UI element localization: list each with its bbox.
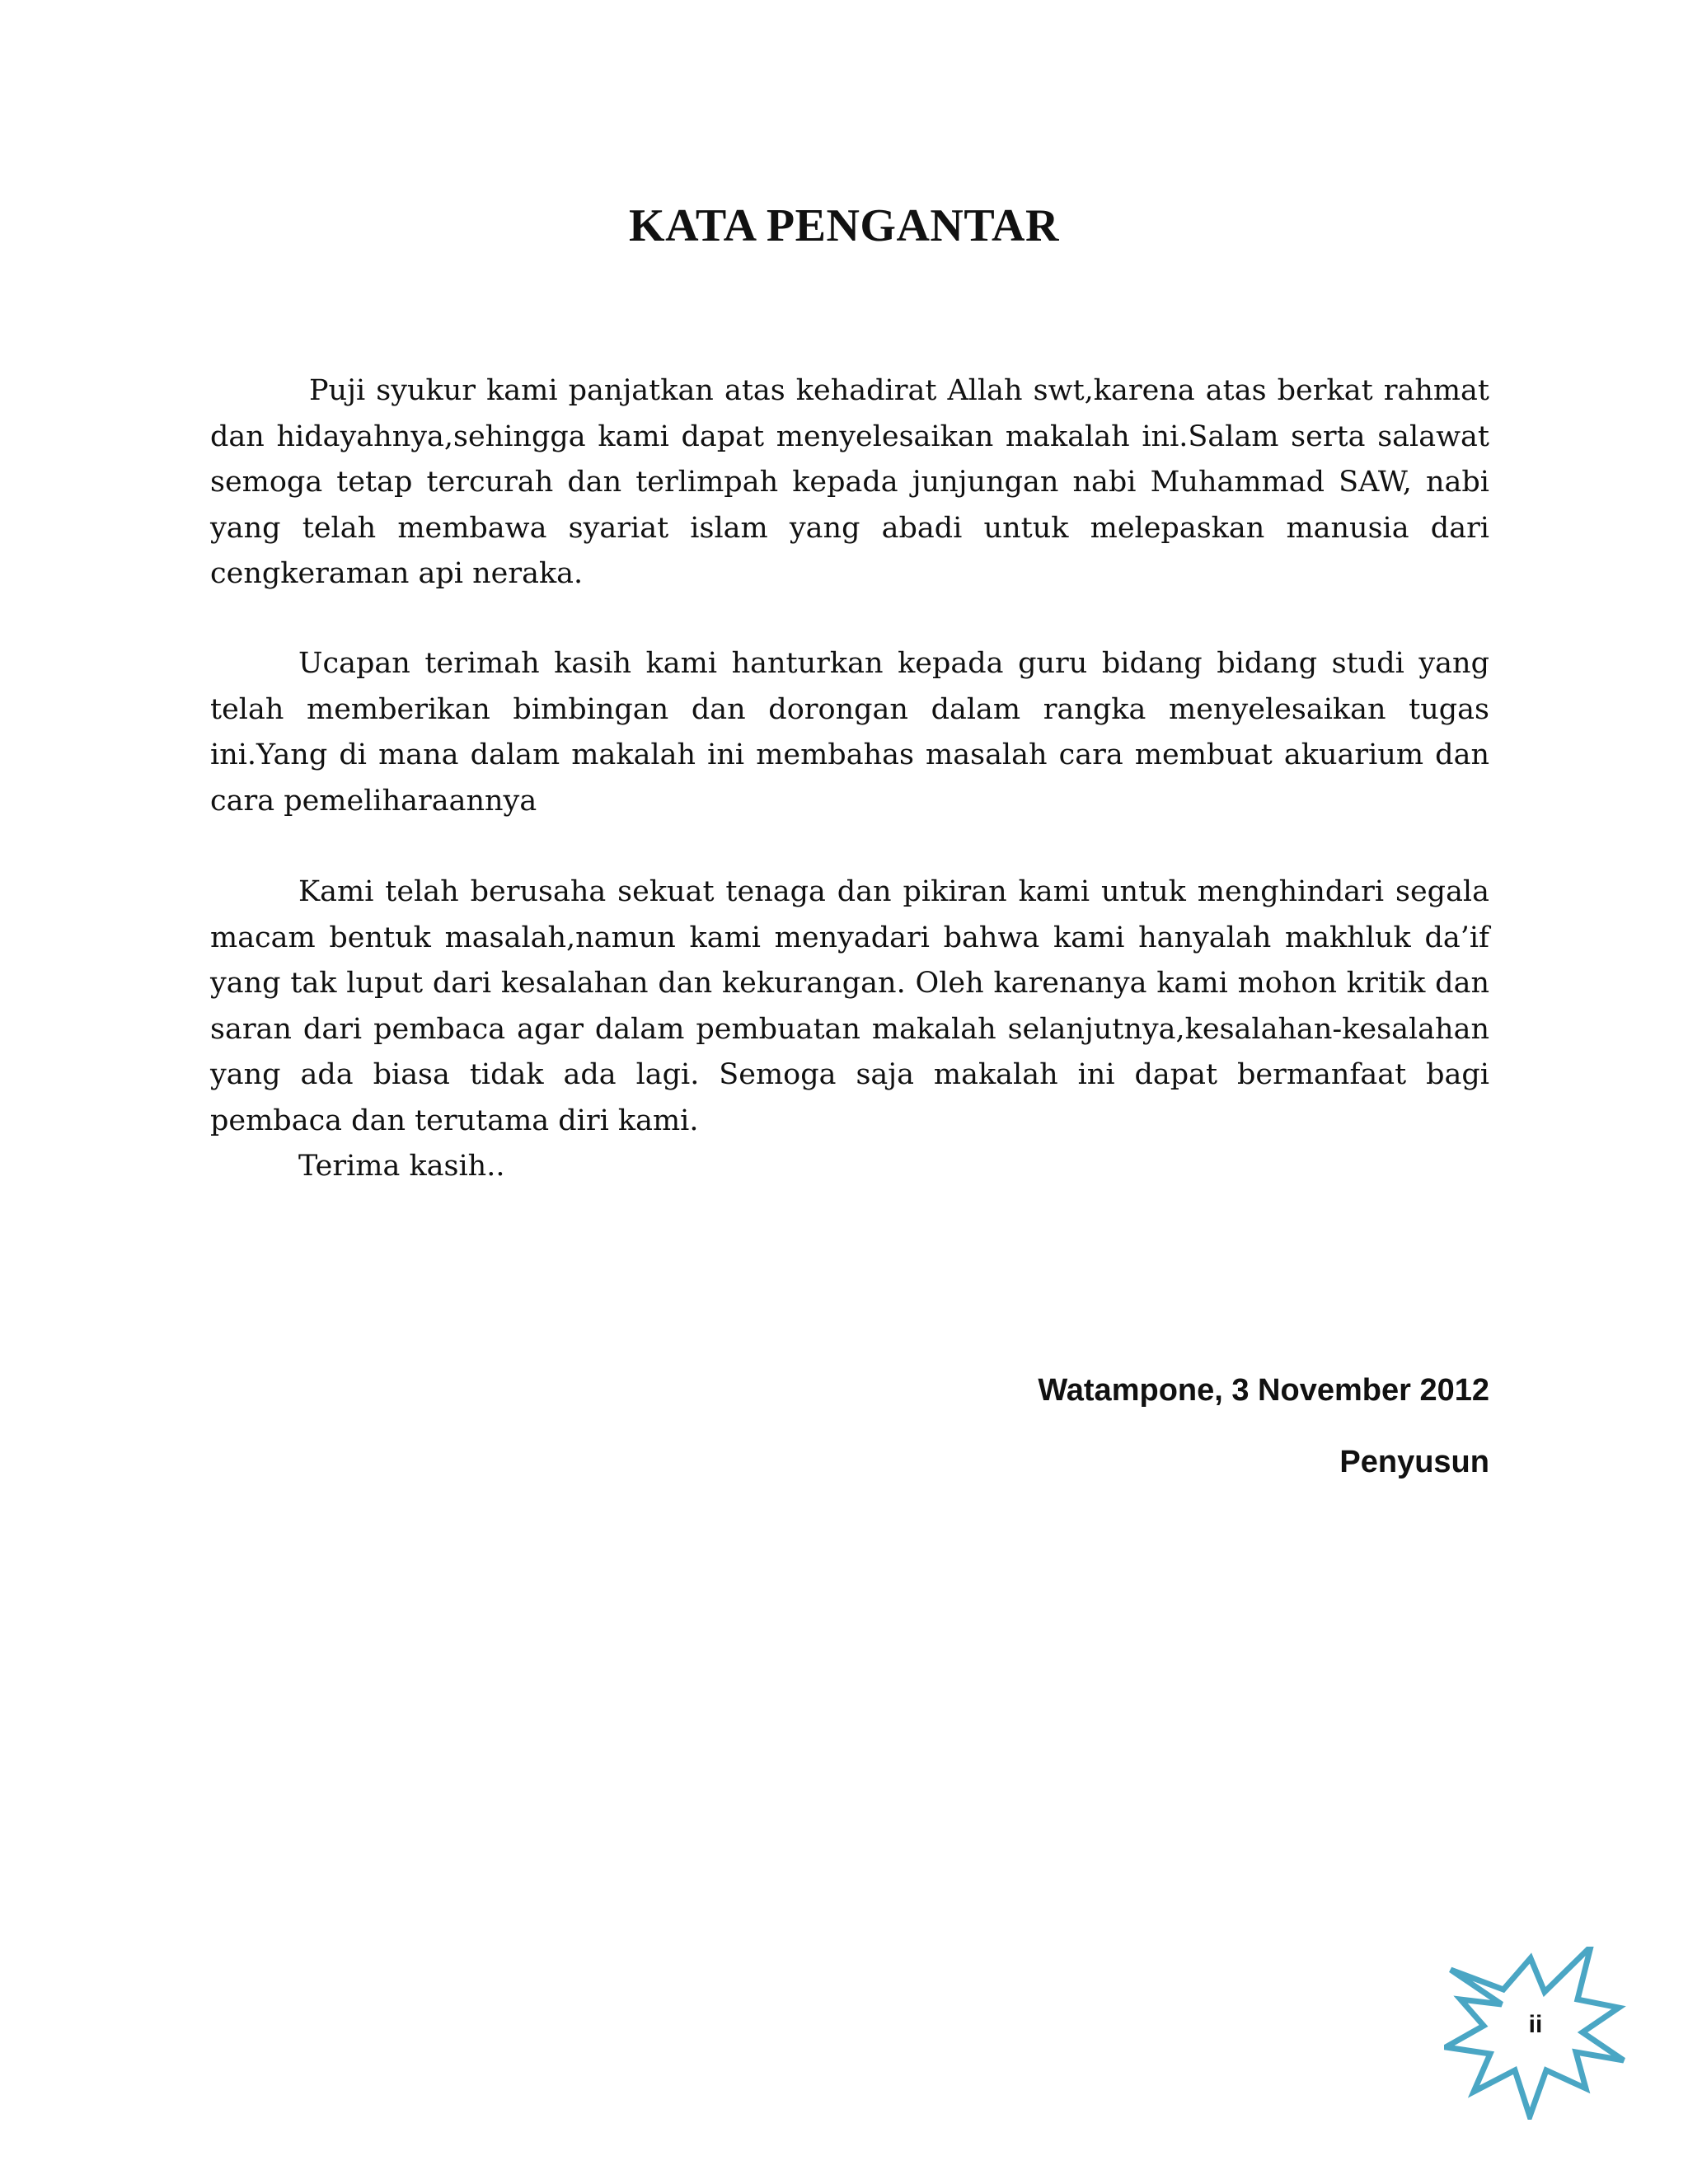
page-title: KATA PENGANTAR <box>629 200 1059 251</box>
paragraph-2: Ucapan terimah kasih kami hanturkan kepada guru bidang bidang studi yang telah memberikan bimbingan dan dorongan dalam rangka menyelesaikan tugas ini.Yang di mana dalam makalah ini membahas masalah cara membuat akuarium dan cara pemeliharaannya <box>210 647 1489 818</box>
signature-place-date: Watampone, 3 November 2012 <box>1038 1373 1489 1408</box>
paragraph-3: Kami telah berusaha sekuat tenaga dan pikiran kami untuk menghindari segala macam bentuk masalah,namun kami menyadari bahwa kami hanyalah makhluk da’if yang tak luput dari kesalahan dan kekurangan. Oleh karenanya kami mohon kritik dan saran dari pembaca agar dalam pembuatan makalah selanjutnya,kesalahan-kesalahan yang ada biasa tidak ada lagi. Semoga saja makalah ini dapat bermanfaat bagi pembaca dan terutama diri kami. <box>210 875 1489 1137</box>
page-number: ii <box>1528 2011 1543 2038</box>
closing-text: Terima kasih.. <box>298 1150 505 1183</box>
signature-role: Penyusun <box>1339 1445 1489 1479</box>
paragraph-1: Puji syukur kami panjatkan atas kehadirat Allah swt,karena atas berkat rahmat dan hidayahnya,sehingga kami dapat menyelesaikan makalah ini.Salam serta salawat semoga tetap tercurah dan terlimpah kepada junjungan nabi Muhammad SAW, nabi yang telah membawa syariat islam yang abadi untuk melepaskan manusia dari cengkeraman api neraka. <box>210 374 1489 590</box>
